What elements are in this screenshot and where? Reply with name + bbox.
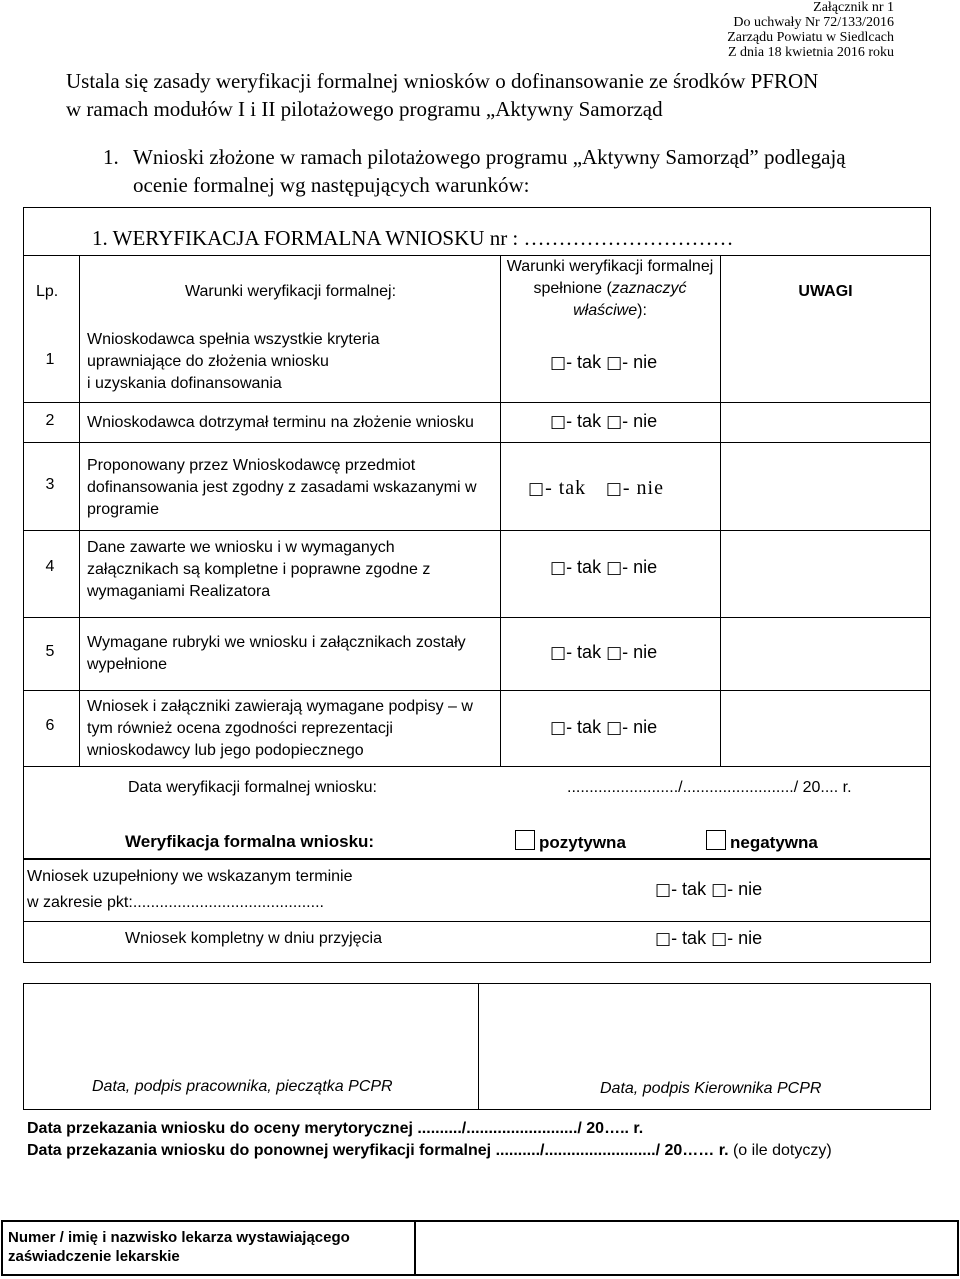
transfer-date-merit: Data przekazania wniosku do oceny merytorycznej ........../........................./ 20….. r.: [27, 1120, 644, 1137]
verification-date-value[interactable]: ........................./........................./ 20.... r.: [567, 779, 852, 796]
checkbox-icon[interactable]: □: [606, 718, 623, 738]
checkbox-icon[interactable]: □: [606, 558, 623, 578]
row-6-number: 6: [45, 717, 55, 734]
point-line-2: ocenie formalnej wg następujących warunków:: [133, 173, 530, 197]
checkbox-icon[interactable]: □: [550, 412, 567, 432]
verification-date-label: Data weryfikacji formalnej wniosku:: [128, 779, 377, 796]
supplement-options: □- tak □- nie: [655, 879, 763, 900]
checkbox-icon[interactable]: [515, 830, 535, 850]
row-4-condition: Dane zawarte we wniosku i w wymaganych załącznikach są kompletne i poprawne zgodne z wymaganiami Realizatora: [87, 539, 431, 600]
row-4-options: □- tak □- nie: [550, 557, 658, 578]
checkbox-icon[interactable]: □: [606, 643, 623, 663]
verification-title: 1. WERYFIKACJA FORMALNA WNIOSKU nr : …………………………: [92, 226, 734, 250]
checkbox-icon[interactable]: □: [606, 412, 623, 432]
attachment-header: [727, 0, 894, 60]
checkbox-icon[interactable]: □: [711, 880, 728, 900]
checkbox-icon[interactable]: □: [655, 880, 672, 900]
row-3-condition: Proponowany przez Wnioskodawcę przedmiot dofinansowania jest zgodny z zasadami wskazanymi w programie: [87, 457, 477, 518]
row-5-condition: Wymagane rubryki we wniosku i załącznikach zostały wypełnione: [87, 634, 466, 673]
resolution-date: Z dnia 18 kwietnia 2016 roku: [727, 45, 894, 60]
supplement-label: Wniosek uzupełniony we wskazanym terminie w zakresie pkt:...........................................: [27, 868, 353, 911]
checkbox-icon[interactable]: [706, 830, 726, 850]
row-1-options: □- tak □- nie: [550, 352, 658, 373]
row-5-options: □- tak □- nie: [550, 642, 658, 663]
row-2-condition: Wnioskodawca dotrzymał terminu na złożenie wniosku: [87, 414, 474, 431]
row-6-options: □- tak □- nie: [550, 717, 658, 738]
transfer-date-reverify: Data przekazania wniosku do ponownej weryfikacji formalnej ........../........................./ 20…… r. (o ile dotyczy): [27, 1142, 832, 1159]
verification-result-label: Weryfikacja formalna wniosku:: [125, 832, 375, 851]
doctor-info-label: Numer / imię i nazwisko lekarza wystawiającego zaświadczenie lekarskie: [8, 1229, 350, 1265]
intro-line-2: w ramach modułów I i II pilotażowego programu „Aktywny Samorząd: [66, 97, 663, 121]
checkbox-icon[interactable]: □: [655, 929, 672, 949]
complete-options: □- tak □- nie: [655, 928, 763, 949]
resolution-number: Do uchwały Nr 72/133/2016: [733, 15, 894, 30]
complete-label: Wniosek kompletny w dniu przyjęcia: [125, 930, 382, 947]
signature-director[interactable]: Data, podpis Kierownika PCPR: [600, 1080, 822, 1097]
signature-employee[interactable]: Data, podpis pracownika, pieczątka PCPR: [92, 1078, 393, 1095]
row-3-number: 3: [45, 476, 55, 493]
board-name: Zarządu Powiatu w Siedlcach: [727, 30, 894, 45]
checkbox-icon[interactable]: □: [550, 353, 567, 373]
checkbox-icon[interactable]: □: [550, 718, 567, 738]
column-header-lp: Lp.: [36, 283, 59, 300]
checkbox-icon[interactable]: □: [550, 558, 567, 578]
checkbox-icon[interactable]: □: [550, 643, 567, 663]
checkbox-icon[interactable]: □: [711, 929, 728, 949]
intro-line-1: Ustala się zasady weryfikacji formalnej wniosków o dofinansowanie ze środków PFRON: [66, 69, 819, 93]
result-negative-option[interactable]: negatywna: [706, 830, 818, 854]
result-positive-option[interactable]: pozytywna: [515, 830, 626, 854]
checkbox-icon[interactable]: □: [605, 479, 623, 499]
row-1-condition: Wnioskodawca spełnia wszystkie kryteria uprawniające do złożenia wniosku i uzyskania dofinansowania: [87, 331, 380, 392]
row-2-number: 2: [45, 412, 55, 429]
row-1-number: 1: [45, 351, 55, 368]
row-3-options: □- tak □- nie: [528, 477, 664, 499]
point-line-1: Wnioski złożone w ramach pilotażowego programu „Aktywny Samorząd” podlegają: [133, 145, 846, 169]
row-4-number: 4: [45, 558, 55, 575]
column-header-notes: UWAGI: [798, 283, 853, 300]
checkbox-icon[interactable]: □: [528, 479, 546, 499]
row-6-condition: Wniosek i załączniki zawierają wymagane podpisy – w tym również ocena zgodności reprezentacji wnioskodawcy lub jego podopiecznego: [87, 698, 473, 759]
checkbox-icon[interactable]: □: [606, 353, 623, 373]
column-header-fulfilled: Warunki weryfikacji formalnej spełnione (zaznaczyć właściwe):: [506, 258, 714, 319]
row-5-number: 5: [45, 643, 55, 660]
attachment-number: Załącznik nr 1: [813, 0, 894, 15]
point-number: 1.: [103, 145, 119, 169]
column-header-conditions: Warunki weryfikacji formalnej:: [185, 283, 397, 300]
row-2-options: □- tak □- nie: [550, 411, 658, 432]
